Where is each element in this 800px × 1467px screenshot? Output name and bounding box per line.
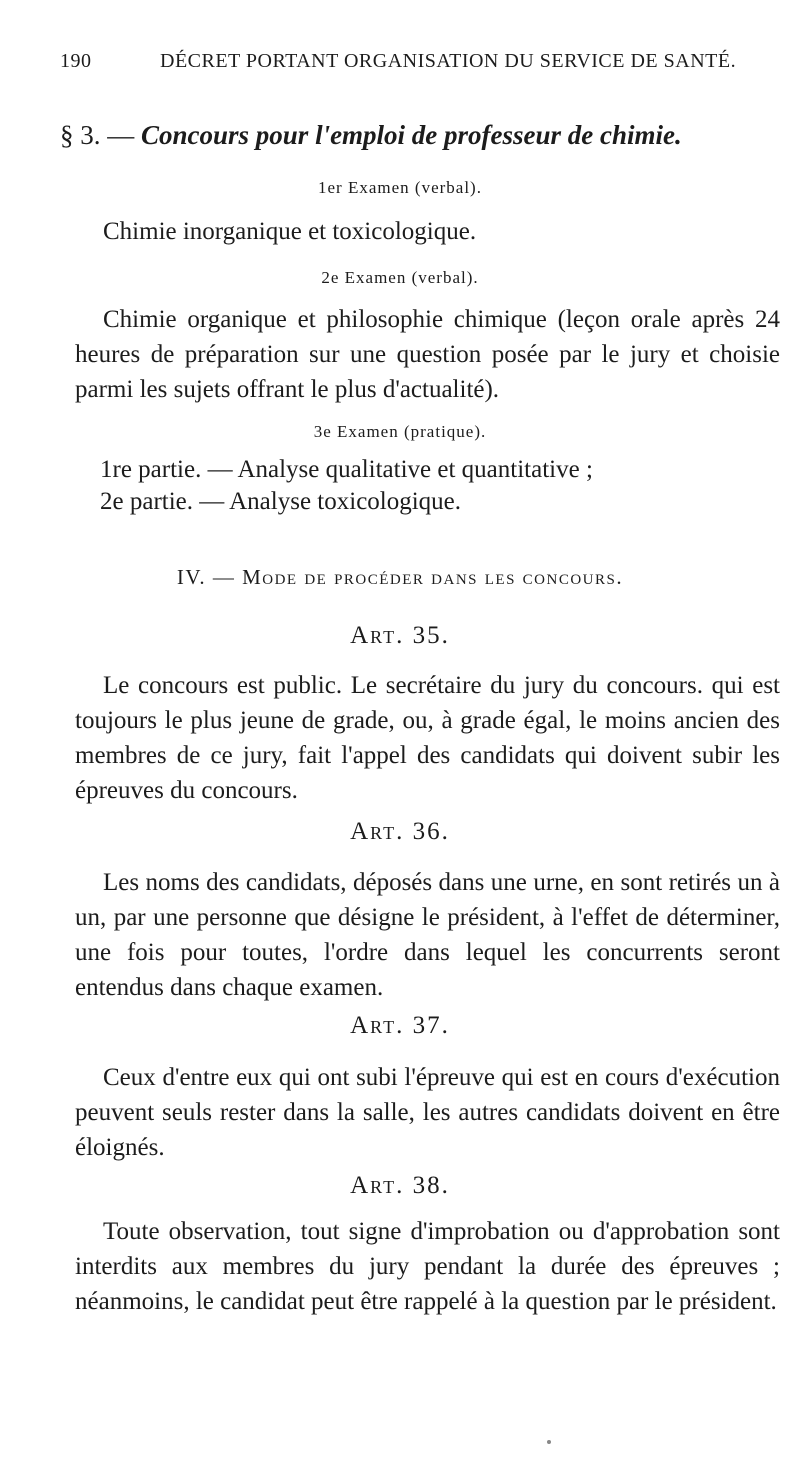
- article-35-body: [75, 668, 780, 808]
- section-heading: [60, 120, 750, 151]
- article-36-heading: Art. 36.: [350, 818, 450, 845]
- exam-3-part-2: 2e partie. — Analyse toxicologique.: [100, 488, 462, 515]
- running-title: DÉCRET PORTANT ORGANISATION DU SERVICE DE SANTÉ.: [160, 50, 737, 72]
- article-38-body: [75, 1214, 780, 1319]
- exam-1-content: [75, 214, 780, 249]
- page-number: 190: [60, 50, 92, 72]
- section-title: Concours pour l'emploi de professeur de chimie.: [141, 120, 682, 150]
- exam-3-part-1: 1re partie. — Analyse qualitative et quantitative ;: [100, 456, 593, 483]
- article-36-body: [75, 865, 780, 1005]
- article-35-heading: Art. 35.: [350, 622, 450, 649]
- exam-1-label: 1er Examen (verbal).: [318, 178, 482, 197]
- article-36-text: Les noms des candidats, déposés dans une urne, en sont retirés un à un, par une personne que désigne le président, à l'effet de déterminer, une fois pour toutes, l'ordre dans lequel les concurrents seront entendus dans chaque examen.: [75, 869, 780, 1001]
- section-number: § 3.: [60, 120, 101, 150]
- article-37-body: [75, 1060, 780, 1165]
- article-35-text: Le concours est public. Le secrétaire du jury du concours. qui est toujours le plus jeune de grade, ou, à grade égal, le moins ancien des membres de ce jury, fait l'appel des candidats qui doivent subir les épreuves du concours.: [75, 672, 780, 804]
- article-37-text: Ceux d'entre eux qui ont subi l'épreuve qui est en cours d'exécution peuvent seuls rester dans la salle, les autres candidats doivent en être éloignés.: [75, 1064, 780, 1161]
- chapter-heading: IV. — Mode de procéder dans les concours.: [176, 565, 624, 589]
- exam-1-text: Chimie inorganique et toxicologique.: [103, 218, 477, 245]
- article-37-heading: Art. 37.: [350, 1012, 450, 1039]
- print-speck: [547, 1440, 551, 1444]
- exam-2-content: [75, 302, 780, 407]
- exam-2-label: 2e Examen (verbal).: [321, 268, 479, 287]
- section-dash: —: [107, 120, 135, 150]
- exam-2-text: Chimie organique et philosophie chimique (leçon orale après 24 heures de préparation sur une question posée par le jury et choisie parmi les sujets offrant le plus d'actualité).: [75, 306, 780, 403]
- article-38-heading: Art. 38.: [350, 1172, 450, 1199]
- article-38-text: Toute observation, tout signe d'improbation ou d'approbation sont interdits aux membres du jury pendant la durée des épreuves ; néanmoins, le candidat peut être rappelé à la question par le président.: [75, 1218, 780, 1315]
- exam-3-label: 3e Examen (pratique).: [313, 422, 487, 441]
